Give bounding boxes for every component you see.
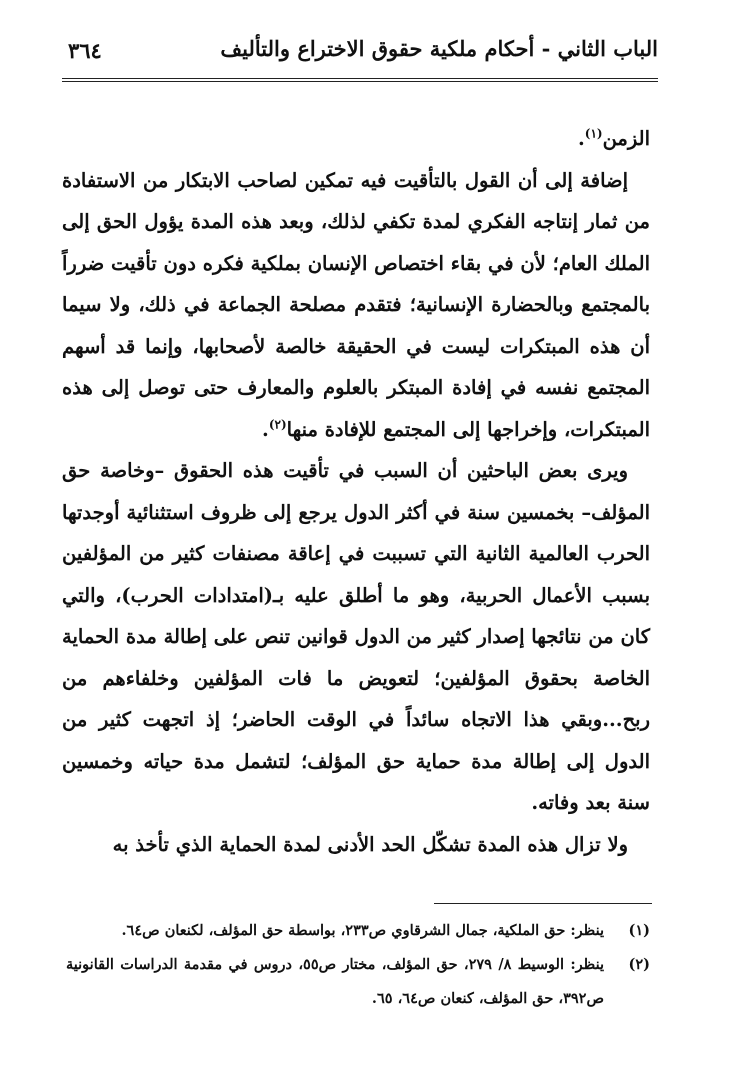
footnote-1 [66, 914, 650, 948]
paragraph-continuation: الزمن$^{(١)}$. [577, 126, 650, 150]
footnote-ref-1[interactable]: (١) [584, 126, 603, 141]
footnote-text: ينظر: الوسيط ٨/ ٢٧٩، حق المؤلف، مختار ص٥٥، دروس في مقدمة الدراسات القانونية ص٣٩٢، حق المؤلف، كنعان ص٦٤، ٦٥. [66, 956, 604, 1007]
footnote-divider [434, 903, 652, 904]
paragraph: ويرى بعض الباحثين أن السبب في تأقيت هذه الحقوق –وخاصة حق المؤلف– بخمسين سنة في أكثر الدول يرجع إلى ظروف استثنائية أوجدتها الحرب العالمية الثانية التي تسببت في إعاقة مصنفات كثير من المؤلفين بسبب الأعمال الحربية، وهو ما أطلق عليه بـ(امتدادات الحرب)، والتي كان من نتائجها إصدار كثير من الدول قوانين تنص على إطالة مدة الحماية الخاصة بحقوق المؤلفين؛ لتعويض ما فات المؤلفين وخلفاءهم من ربح...وبقي هذا الاتجاه سائداً في الوقت الحاضر؛ إذ اتجهت كثير من الدول إلى إطالة مدة حماية حق المؤلف؛ لتشمل مدة حياته وخمسين سنة بعد وفاته. [62, 459, 650, 814]
paragraph: ولا تزال هذه المدة تشكّل الحد الأدنى لمدة الحماية الذي تأخذ به [112, 832, 628, 856]
running-header [62, 36, 658, 76]
footnote-number: (١) [628, 922, 650, 939]
footnote-text: ينظر: حق الملكية، جمال الشرقاوي ص٢٣٣، بواسطة حق المؤلف، لكنعان ص٦٤. [121, 922, 604, 939]
header-divider [62, 78, 658, 82]
page-number: ٣٦٤ [68, 38, 102, 63]
footnote-2 [66, 948, 650, 1016]
footnote-ref-2[interactable]: (٢) [268, 417, 287, 431]
footnote-number: (٢) [628, 956, 650, 973]
footnotes [66, 914, 650, 1016]
paragraph: إضافة إلى أن القول بالتأقيت فيه تمكين لصاحب الابتكار من الاستفادة من ثمار إنتاجه الفكري لمدة تكفي لذلك، وبعد هذه المدة يؤول الحق إلى الملك العام؛ لأن في بقاء اختصاص الإنسان بملكية فكره دون تأقيت ضرراً بالمجتمع وبالحضارة الإنسانية؛ فتقدم مصلحة الجماعة في ذلك، ولا سيما أن هذه المبتكرات ليست في الحقيقة خالصة لأصحابها، وإنما قد أسهم المجتمع نفسه في إفادة المبتكر بالعلوم والمعارف حتى توصل إلى هذه المبتكرات، وإخراجها إلى المجتمع للإفادة منها$^{(٢)}$. [62, 168, 650, 441]
chapter-title: الباب الثاني - أحكام ملكية حقوق الاختراع والتأليف [220, 36, 658, 61]
main-text [62, 118, 650, 865]
